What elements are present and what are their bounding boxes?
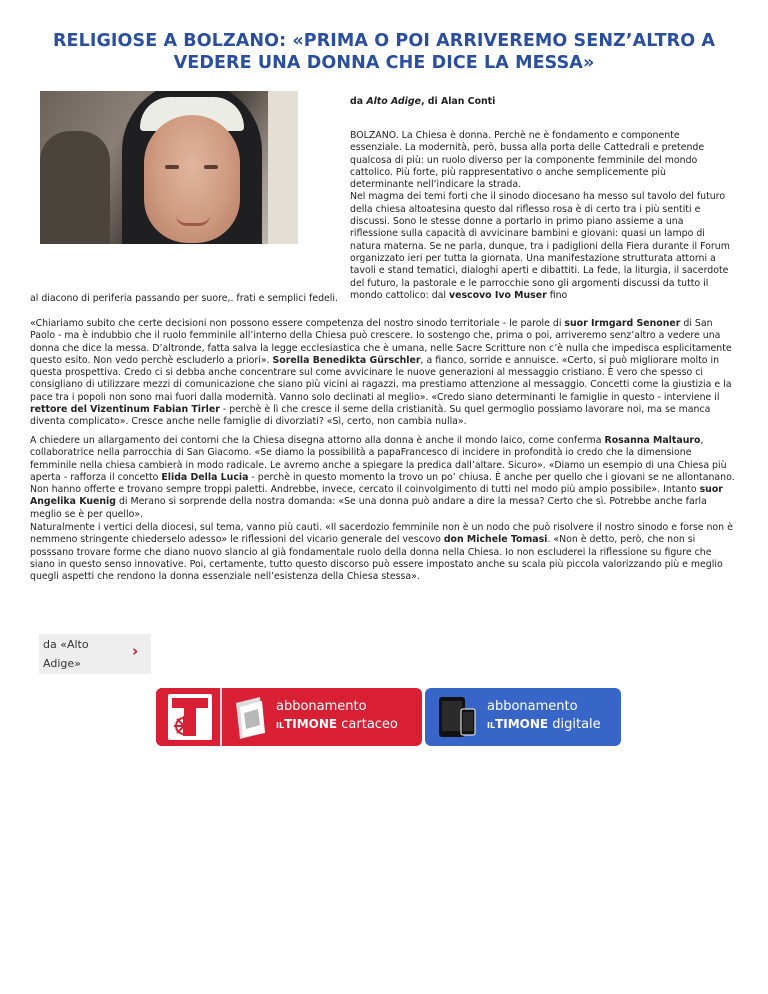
- source-link-label: da «Alto Adige»: [43, 638, 89, 670]
- p1-text-a: «Chiariamo subito che certe decisioni non possono essere competenza del nostro sinodo territoriale - le parole di: [30, 318, 565, 329]
- digitale-line2: [487, 715, 601, 735]
- digitale-brand: TIMONE: [495, 717, 549, 731]
- p3-text-a: Naturalmente i vertici della diocesi, sul tema, vanno più cauti. «Il sacerdozio femminile non è un nodo che può risolvere il nostro sinodo e forse non è nemmeno stringente chiederselo adesso» le riflessioni del vicario generale del vescovo: [30, 522, 733, 546]
- photo-eye-right: [204, 165, 218, 169]
- cartaceo-brand: TIMONE: [284, 717, 338, 731]
- cartaceo-brand-prefix: IL: [276, 721, 285, 730]
- p2-name-maltauro: Rosanna Maltauro: [604, 435, 701, 446]
- nun-portrait-photo: [40, 91, 298, 244]
- article-title: RELIGIOSE A BOLZANO: «PRIMA O POI ARRIVEREMO SENZ’ALTRO A VEDERE UNA DONNA CHE DICE LA MESSA»: [52, 31, 716, 73]
- p1-name-tirler: rettore del Vizentinum Fabian Tirler: [30, 404, 220, 416]
- p2-name-kuenig: suor Angelika Kuenig: [30, 484, 723, 508]
- p2-text-e: di Merano si sorprende della nostra domanda: «Se una donna può andare a dire la messa? Certo che sì. Potrebbe anche farla meglio se è per quello».: [30, 496, 707, 520]
- byline-source: Alto Adige: [366, 96, 421, 107]
- article-intro-tail: al diacono di periferia passando per suore,. frati e semplici fedeli.: [30, 293, 339, 304]
- p1-text-e: - perchè è lì che cresce il seme della cristianità. Su quel germoglio possiamo lavorare noi, ma se manca diventa complicato». Cresce anche nelle famiglie di divorziati? «Sì, certo, non cambia nulla».: [30, 404, 711, 428]
- article-paragraph-3: [30, 522, 738, 583]
- p3-text-c: . «Non è detto, però, che non si posssano trovare forme che diano nuovo slancio al già fondamentale ruolo della donna nella Chiesa. Io non escluderei la riflessione su figure che siano in questo senso innovative. Poi, certamente, tutto questo discorso può essere impostato anche su scala più piccola valorizzando più e meglio quegli aspetti che rendono la donna essenziale nell’esistenza della Chiesa stessa».: [30, 534, 723, 583]
- digitale-brand-prefix: IL: [487, 721, 496, 730]
- p1-name-gurschler: Sorella Benedikta Gürschler: [272, 354, 421, 366]
- p2-text-d: - perchè in questo momento la trovo un po’ chiusa. È anche per quello che i giovani se ne allontanano. Non hanno offerte e trovano sempre troppi paletti. Andrebbe, invece, cercato il coinvolgimento di tutti nel modo più ampio possibile». Intanto: [30, 471, 735, 496]
- digitale-line1: abbonamento: [487, 699, 578, 714]
- photo-background-light: [268, 91, 298, 244]
- cartaceo-line2: [276, 715, 398, 735]
- tablet-phone-icon: [437, 695, 477, 739]
- byline-author: , di Alan Conti: [420, 96, 496, 107]
- intro-after: fino: [546, 289, 568, 301]
- timone-logo-icon: [156, 688, 218, 746]
- byline-prefix: da: [350, 96, 364, 107]
- p1-text-c: di San Paolo - ma è indubbio che il ruolo femminile all’interno della Chiesa può crescere. Io sostengo che, prima o poi, arriveremo senz’altro a vedere una donna che dice la messa. D’altronde, fatta salva la legge ecclesiastica che è umana, nelle Sacre Scritture non c’è nulla che impedisca esplicitamente questo esito. Non vedo perchè escluderlo a priori».: [30, 318, 732, 366]
- article-paragraph-1: [30, 318, 738, 429]
- article-intro: [350, 130, 730, 302]
- digitale-kind: digitale: [552, 717, 601, 732]
- intro-text: BOLZANO. La Chiesa è donna. Perchè ne è fondamento e componente essenziale. La modernità, però, bussa alla porta delle Cattedrali e pretende qualcosa di più: un ruolo diverso per la componente femminile del mondo cattolico. Più forte, più rappresentativo o anche semplicemente più determinante nell’indicare la strada. Nel magma dei temi forti che il sinodo diocesano ha messo sul tavolo del futuro della chiesa altoatesina questo dal riflesso rosa è di certo tra i più sentiti e discussi. Sono le stesse donne a portarlo in primo piano assieme a una riflessione sulla capacità di avvicinare bambini e giovani: quasi un lampo di natura materna. Se ne parla, dunque, tra i padiglioni della Fiera durante il Forum organizzato ieri per tutta la giornata. Una manifestazione strutturata attorni a tavoli e stand tematici, dialoghi aperti e dibattiti. La fede, la liturgia, il sacerdote del futuro, la pastorale e le parrocchie sono gli argomenti discussi da tutto il mondo cattolico: dal: [350, 130, 730, 301]
- cartaceo-kind: cartaceo: [341, 717, 398, 732]
- source-link-button[interactable]: [39, 634, 151, 674]
- p1-name-senoner: suor Irmgard Senoner: [564, 318, 681, 329]
- banner-divider: [220, 688, 222, 746]
- p2-name-della-lucia: Elida Della Lucia: [161, 471, 249, 483]
- cartaceo-line1: abbonamento: [276, 699, 367, 714]
- intro-bold-name: vescovo Ivo Muser: [448, 289, 547, 301]
- cartaceo-text: [276, 699, 398, 735]
- p2-text-c: , collaboratrice nella parrocchia di San Giacomo. «Se diamo la possibilità a papaFrancesco di incidere in profondità io credo che la dimensione femminile nella chiesa cambierà in modo radicale. Le avremo anche a spiegare la predica dall’altare. Sicuro». «Diamo un esempio di una Chiesa più aperta - rafforza il concetto: [30, 435, 727, 483]
- p2-text-a: A chiedere un allargamento dei contorni che la Chiesa disegna attorno alla donna è anche il mondo laico, come conferma: [30, 435, 605, 446]
- p3-name-tomasi: don Michele Tomasi: [443, 534, 548, 546]
- photo-eye-left: [165, 165, 179, 169]
- paper-magazine-icon: [232, 695, 268, 739]
- chevron-right-icon: ›: [132, 642, 139, 660]
- article-paragraph-2: [30, 435, 738, 521]
- subscription-digitale-banner[interactable]: [425, 688, 621, 746]
- digitale-text: [487, 699, 601, 735]
- subscription-cartaceo-banner[interactable]: [156, 688, 422, 746]
- photo-background-figure: [40, 131, 110, 244]
- p1-text-d: , a fianco, sorride e annuisce. «Certo, si può migliorare molto in questa prospettiva. Credo ci si debba anche concentrare sul come avvicinare le nuove generazioni al messaggio cristiano. È vero che spesso ci consigliano di utilizzare mezzi di comunicazione che siano più vicini ai ragazzi, ma prestiamo attenzione al messaggio. Concetti come la giustizia e la pace tra i popoli non sono mai fuori dalla modernità. Vanno solo declinati al meglio». «Credo siano determinanti le famiglie in questo - interviene il: [30, 354, 732, 403]
- byline: [350, 96, 495, 107]
